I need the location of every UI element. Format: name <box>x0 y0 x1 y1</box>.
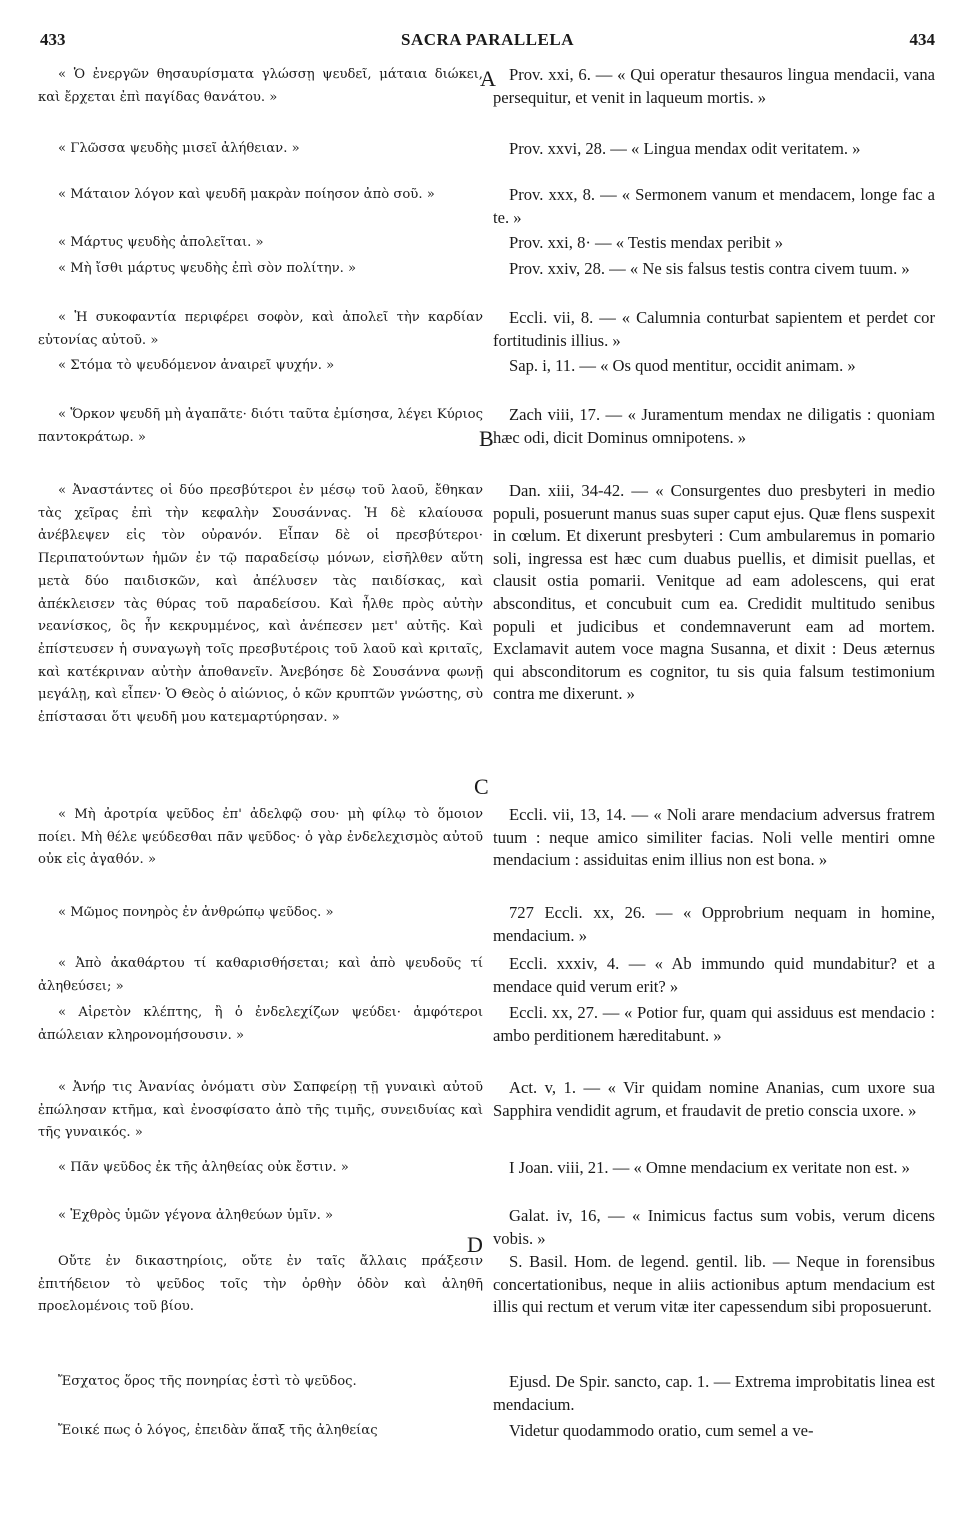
margin-letter-c: C <box>474 774 489 799</box>
greek-paragraph: Ἔσχατος ὅρος τῆς πονηρίας ἐστὶ τὸ ψεῦδος. <box>58 1374 357 1389</box>
page-number-right: 434 <box>909 30 935 49</box>
latin-paragraph: Videtur quodammodo oratio, cum semel a ve- <box>509 1421 814 1440</box>
page-number-left: 433 <box>40 30 66 49</box>
greek-paragraph: « Μάταιον λόγον καὶ ψευδῆ μακρὰν ποίησον ἀπὸ σοῦ. » <box>58 187 435 202</box>
latin-paragraph: I Joan. viii, 21. — « Omne mendacium ex veritate non est. » <box>509 1158 910 1177</box>
margin-letter-d: D <box>467 1232 483 1257</box>
greek-paragraph: « Στόμα τὸ ψευδόμενον ἀναιρεῖ ψυχήν. » <box>58 358 335 373</box>
greek-paragraph: « Μὴ ἀροτρία ψεῦδος ἐπ' ἀδελφῷ σου· μὴ φίλῳ τὸ ὅμοιον ποίει. Μὴ θέλε ψεύδεσθαι πᾶν ψεῦδος· ὁ γὰρ ἐνδελεχισμὸς αὐτοῦ οὐκ εἰς ἀγαθόν. » <box>38 807 483 868</box>
greek-paragraph: « Μάρτυς ψευδὴς ἀπολεῖται. » <box>58 235 264 250</box>
greek-paragraph: « Ἀνήρ τις Ἀνανίας ὀνόματι σὺν Σαπφείρῃ τῇ γυναικὶ αὐτοῦ ἐπώλησαν κτῆμα, καὶ ἐνοσφίσατο ἀπὸ τῆς τιμῆς, συνειδυίας καὶ τῆς γυναικός. » <box>38 1080 483 1141</box>
latin-paragraph: Ejusd. De Spir. sancto, cap. 1. — Extrema improbitatis linea est mendacium. <box>493 1372 935 1414</box>
greek-paragraph: « Ἐχθρὸς ὑμῶν γέγονα ἀληθεύων ὑμῖν. » <box>58 1208 334 1223</box>
latin-paragraph: Galat. iv, 16, — « Inimicus factus sum vobis, verum dicens vobis. » <box>493 1206 935 1248</box>
latin-paragraph: Prov. xxi, 8· — « Testis mendax peribit » <box>509 233 783 252</box>
greek-paragraph: « Ὁ ἐνεργῶν θησαυρίσματα γλώσσῃ ψευδεῖ, μάταια διώκει, καὶ ἔρχεται ἐπὶ παγίδας θανάτου. » <box>38 67 483 105</box>
latin-paragraph: Act. v, 1. — « Vir quidam nomine Ananias, cum uxore sua Sapphira vendidit agrum, et fraudavit de pretio conscia uxore. » <box>493 1078 935 1120</box>
latin-paragraph: Zach viii, 17. — « Juramentum mendax ne diligatis : quoniam hæc odi, dicit Dominus omnipotens. » <box>493 405 935 447</box>
latin-paragraph: Eccli. vii, 8. — « Calumnia conturbat sapientem et perdet cor fortitudinis illius. » <box>493 308 935 350</box>
greek-paragraph: Ἔοικέ πως ὁ λόγος, ἐπειδὰν ἅπαξ τῆς ἀληθείας <box>58 1423 378 1438</box>
margin-letter-b: B <box>479 426 494 451</box>
latin-paragraph: Eccli. xx, 27. — « Potior fur, quam qui assiduus est mendacio : ambo perditionem hæreditabunt. » <box>493 1003 935 1045</box>
greek-paragraph: « Ἀναστάντες οἱ δύο πρεσβύτεροι ἐν μέσῳ τοῦ λαοῦ, ἔθηκαν τὰς χεῖρας ἐπὶ τὴν κεφαλὴν Σουσάννας. Ἡ δὲ κλαίουσα ἀνέβλεψεν εἰς τὸν οὐρανόν. Εἶπαν δὲ οἱ πρεσβύτεροι· Περιπατούντων ἡμῶν ἐν τῷ παραδείσῳ μόνων, εἰσῆλθεν αὕτη μετὰ δύο παιδισκῶν, καὶ ἀπέλυσεν τὰς παιδίσκας, καὶ ἀπέκλεισεν τὰς θύρας τοῦ παραδείσου. Καὶ ἦλθε πρὸς αὐτὴν νεανίσκος, ὃς ἦν κεκρυμμένος, καὶ ἀνέπεσεν μετ' αὐτῆς. Καὶ ἐπίστευσεν ἡ συναγωγὴ τοῖς πρεσβυτέροις τοῦ λαοῦ καὶ κριταῖς, καὶ κατέκριναν αὐτὴν ἀποθανεῖν. Ἀνεβόησε δὲ Σουσάννα φωνῇ μεγάλῃ, καὶ εἶπεν· Ὁ Θεὸς ὁ αἰώνιος, ὁ κῶν κρυπτῶν γνώστης, σὺ ἐπίστασαι ὅτι ψευδῆ μου κατεμαρτύρησαν. » <box>38 483 483 726</box>
greek-paragraph: « Μὴ ἴσθι μάρτυς ψευδὴς ἐπὶ σὸν πολίτην. » <box>58 261 357 276</box>
greek-paragraph: « Ἀπὸ ἀκαθάρτου τί καθαρισθήσεται; καὶ ἀπὸ ψευδοῦς τί ἀληθεύσει; » <box>38 956 483 994</box>
running-title: SACRA PARALLELA <box>401 30 574 49</box>
greek-paragraph: « Γλῶσσα ψευδὴς μισεῖ ἀλήθειαν. » <box>58 141 300 156</box>
latin-paragraph: S. Basil. Hom. de legend. gentil. lib. — Neque in forensibus concertationibus, neque in aliis actionibus aptum mendacium est illis qui rectum et verum vitæ iter capessendum sibi proposuerunt. <box>493 1252 935 1317</box>
latin-paragraph: Eccli. xxxiv, 4. — « Ab immundo quid mundabitur? et a mendace quid verum erit? » <box>493 954 935 996</box>
latin-paragraph: 727 Eccli. xx, 26. — « Opprobrium nequam in homine, mendacium. » <box>493 903 935 945</box>
latin-paragraph: Sap. i, 11. — « Os quod mentitur, occidit animam. » <box>509 356 856 375</box>
greek-paragraph: « Ὅρκον ψευδῆ μὴ ἀγαπᾶτε· διότι ταῦτα ἐμίσησα, λέγει Κύριος παντοκράτωρ. » <box>38 407 483 445</box>
greek-paragraph: Οὔτε ἐν δικαστηρίοις, οὔτε ἐν ταῖς ἄλλαις πράξεσιν ἐπιτήδειον τὸ ψεῦδος τοῖς τὴν ὀρθὴν ὁδὸν καὶ ἀληθῆ προελομένοις τοῦ βίου. <box>38 1254 483 1315</box>
latin-paragraph: Eccli. vii, 13, 14. — « Noli arare mendacium adversus fratrem tuum : neque amico similiter facias. Noli velle mentiri omne mendacium : assiduitas enim illius non est bona. » <box>493 805 935 870</box>
greek-paragraph: « Μῶμος πονηρὸς ἐν ἀνθρώπῳ ψεῦδος. » <box>58 905 334 920</box>
greek-paragraph: « Ἡ συκοφαντία περιφέρει σοφὸν, καὶ ἀπολεῖ τὴν καρδίαν εὐτονίας αὐτοῦ. » <box>38 310 483 348</box>
page-header <box>40 30 935 56</box>
margin-letter-a: A <box>480 66 496 91</box>
latin-paragraph: Prov. xxiv, 28. — « Ne sis falsus testis contra civem tuum. » <box>509 259 910 278</box>
latin-paragraph: Prov. xxi, 6. — « Qui operatur thesauros lingua mendacii, vana persequitur, et venit in laqueum mortis. » <box>493 65 935 107</box>
latin-paragraph: Prov. xxvi, 28. — « Lingua mendax odit veritatem. » <box>509 139 861 158</box>
latin-paragraph: Prov. xxx, 8. — « Sermonem vanum et mendacem, longe fac a te. » <box>493 185 935 227</box>
latin-paragraph: Dan. xiii, 34-42. — « Consurgentes duo presbyteri in medio populi, posuerunt manus suas super caput ejus. Quæ flens suspexit in cœlum. Et dixerunt presbyteri : Cum ambularemus in pomario soli, ingressa est hæc cum duabus puellis, et dimisit puellas, et clausit ostia pomarii. Venitque ad eam adolescens, qui erat absconditus, et concubuit cum ea. Credidit multitudo senibus populi et judicibus et condemnaverunt eam ad mortem. Exclamavit autem voce magna Susanna, et dixit : Deus æternus qui absconditorum es cognitor, tu sis quia falsum testimonium contra me dixerunt. » <box>493 481 935 704</box>
greek-paragraph: « Πᾶν ψεῦδος ἐκ τῆς ἀληθείας οὐκ ἔστιν. » <box>58 1160 349 1175</box>
greek-paragraph: « Αἱρετὸν κλέπτης, ἢ ὁ ἐνδελεχίζων ψεύδει· ἀμφότεροι ἀπώλειαν κληρονομήσουσιν. » <box>38 1005 483 1043</box>
